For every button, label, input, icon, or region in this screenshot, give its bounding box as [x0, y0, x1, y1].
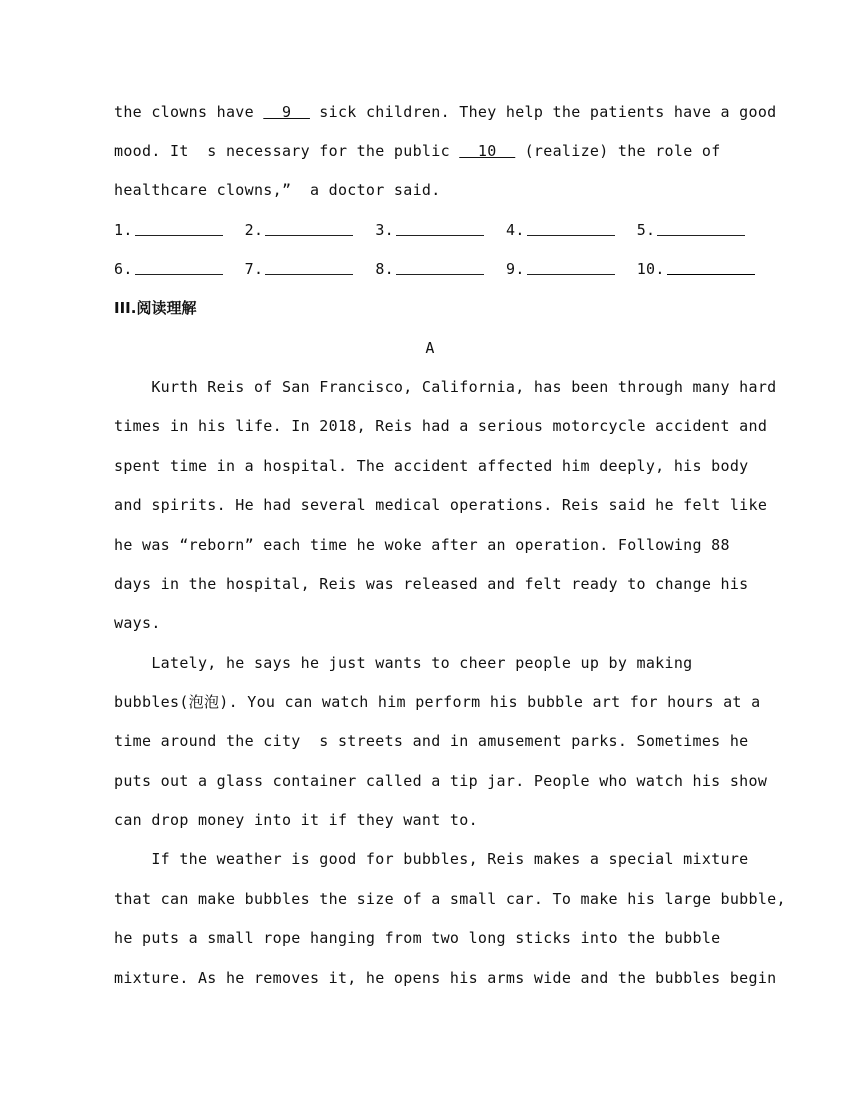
reading-line: Kurth Reis of San Francisco, California, has been through many hard [114, 378, 777, 396]
reading-line: days in the hospital, Reis was released and felt ready to change his [114, 575, 749, 593]
reading-line: puts out a glass container called a tip jar. People who watch his show [114, 772, 768, 790]
passage-line-3: healthcare clowns,” a doctor said. [114, 181, 441, 199]
text-segment: the clowns have [114, 103, 264, 121]
reading-line: mixture. As he removes it, he opens his arms wide and the bubbles begin [114, 969, 777, 987]
reading-line: ways. [114, 614, 161, 632]
answer-blank-7: 7. [245, 260, 354, 278]
reading-line: that can make bubbles the size of a small car. To make his large bubble, [114, 890, 786, 908]
reading-line: can drop money into it if they want to. [114, 811, 478, 829]
reading-line: he was “reborn” each time he woke after an operation. Following 88 [114, 536, 730, 554]
part-label: A [425, 339, 435, 357]
answer-blank-4: 4. [506, 221, 615, 239]
text-segment: mood. It s necessary for the public [114, 142, 460, 160]
answer-blank-2: 2. [245, 221, 354, 239]
reading-line: If the weather is good for bubbles, Reis makes a special mixture [114, 850, 749, 868]
reading-line: times in his life. In 2018, Reis had a serious motorcycle accident and [114, 417, 768, 435]
answer-blank-1: 1. [114, 221, 223, 239]
reading-line: Lately, he says he just wants to cheer people up by making [114, 654, 693, 672]
section-heading: III.阅读理解 [114, 299, 197, 317]
answer-blank-6: 6. [114, 260, 223, 278]
reading-line: he puts a small rope hanging from two long sticks into the bubble [114, 929, 721, 947]
answer-blank-10: 10. [637, 260, 755, 278]
blank-10: 10 [459, 142, 516, 160]
reading-line: bubbles(泡泡). You can watch him perform his bubble art for hours at a [114, 693, 761, 711]
answer-blank-9: 9. [506, 260, 615, 278]
text-segment: sick children. They help the patients have a good [309, 103, 777, 121]
answer-blank-3: 3. [375, 221, 484, 239]
text-segment: (realize) the role of [515, 142, 721, 160]
answer-row-2 [114, 259, 777, 279]
blank-9: 9 [263, 103, 310, 121]
answer-blank-5: 5. [637, 221, 746, 239]
answer-row-1 [114, 220, 767, 240]
passage-line-1 [114, 102, 777, 122]
reading-line: and spirits. He had several medical operations. Reis said he felt like [114, 496, 768, 514]
reading-line: spent time in a hospital. The accident affected him deeply, his body [114, 457, 749, 475]
passage-line-2 [114, 141, 721, 161]
reading-line: time around the city s streets and in amusement parks. Sometimes he [114, 732, 749, 750]
answer-blank-8: 8. [375, 260, 484, 278]
